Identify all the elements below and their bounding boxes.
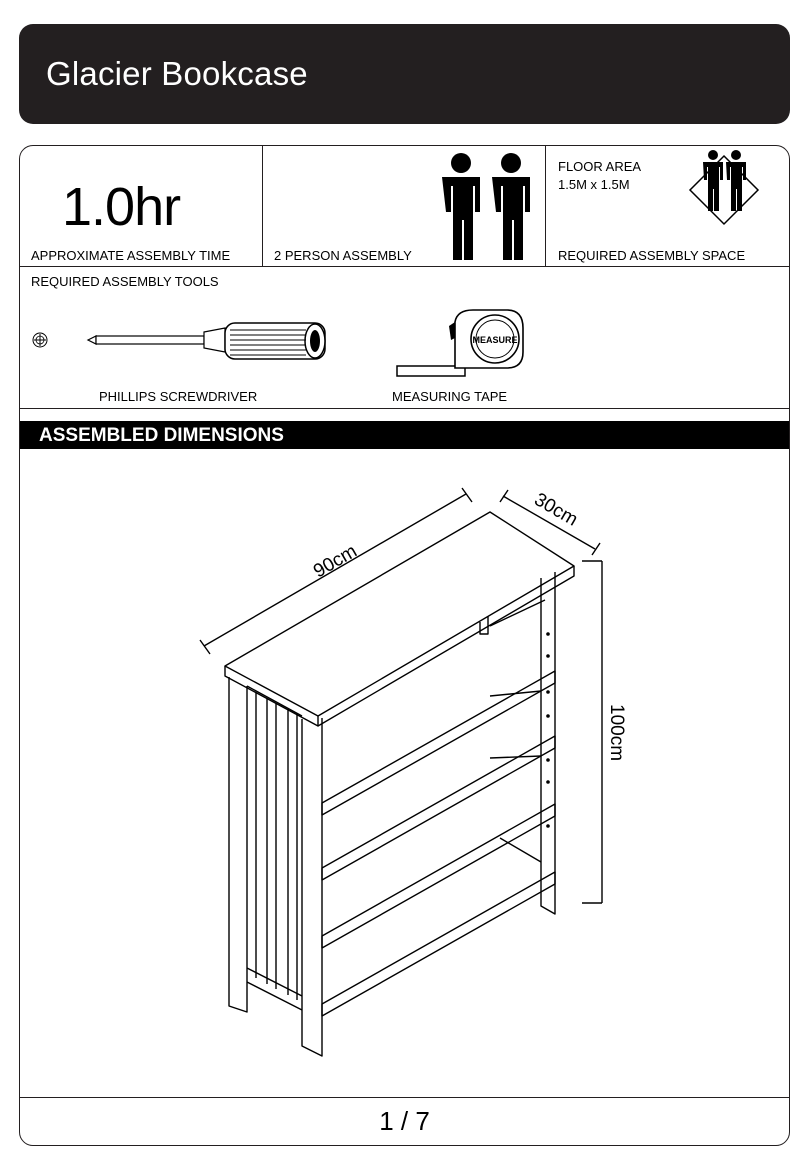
assembly-time-label: APPROXIMATE ASSEMBLY TIME: [31, 248, 231, 263]
page-number: 1 / 7: [379, 1106, 430, 1136]
tool-label-screwdriver: PHILLIPS SCREWDRIVER: [99, 389, 258, 404]
floor-area-value: 1.5M x 1.5M: [558, 177, 630, 192]
assembly-space-label: REQUIRED ASSEMBLY SPACE: [558, 248, 746, 263]
tools-heading: REQUIRED ASSEMBLY TOOLS: [31, 274, 219, 289]
measure-text: MEASURE: [472, 335, 518, 345]
assembly-time-value: 1.0hr: [62, 177, 181, 237]
header-bar: [19, 24, 790, 124]
tool-label-measuring-tape: MEASURING TAPE: [392, 389, 508, 404]
instruction-panel: [19, 145, 790, 1146]
page-title: Glacier Bookcase: [46, 55, 308, 92]
height-dimension-label: 100cm: [606, 704, 627, 762]
bookcase-drawing: [20, 146, 789, 1145]
width-dimension-label: 90cm: [310, 540, 361, 583]
person-assembly-label: 2 PERSON ASSEMBLY: [274, 248, 412, 263]
assembled-dimensions-heading: ASSEMBLED DIMENSIONS: [39, 425, 284, 446]
floor-area-label: FLOOR AREA: [558, 159, 642, 174]
depth-dimension-label: 30cm: [530, 489, 582, 531]
